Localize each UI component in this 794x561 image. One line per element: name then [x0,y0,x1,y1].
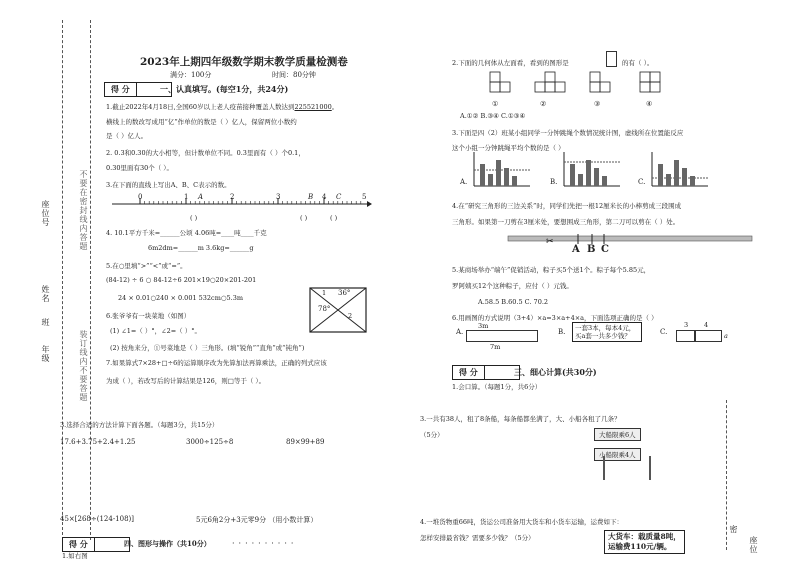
calc-row2-2: 5元6角2分+3元零9分 （用小数计算） [196,516,318,524]
q1-number: 225521000 [294,103,332,111]
chart-label-c: C. [638,178,646,186]
sign-small-boat: 小船限乘4人 [594,448,641,461]
paper-time: 时间：80分钟 [272,71,316,79]
r-q3-line2: 这个小组一分钟跳绳平均个数的是（ ） [452,144,565,152]
boat-q-line1: 3.一共有38人，租了8条船，每条船都坐满了，大、小船各租了几条？ [420,415,621,423]
shape-label-3: ③ [594,100,601,108]
paper-title: 2023年上期四年级数学期末教学质量检测卷 [140,56,348,68]
nl-point-c: C [336,193,342,201]
cube-shapes [480,70,680,100]
dotted-line: ·········· [232,539,298,548]
q6-opt-c-var: a [724,332,728,340]
nl-tick-1: 1 [184,193,189,201]
r-q5-line1: 5.某商场举办“端午”促销活动，粽子买5个送1个。粽子每个5.85元， [452,266,651,274]
q6-part1: (1) ∠1=（ ）°，∠2=（ ）°。 [110,327,201,335]
nl-blank-c[interactable]: ( ) [330,214,338,222]
angle-label-2: 2 [348,312,353,320]
r-q4-line1: 4.在“研究三角形的三边关系”时，同学们先把一根12厘米长的小棒剪成三段围成 [452,202,682,210]
mental-math-label: 1.会口算。（每题1分，共6分） [452,383,542,391]
chart-label-a: A. [460,178,468,186]
calc-row1-3: 89×99+89 [286,438,325,446]
mini-chart-c [648,150,708,190]
shape-target-rectangle [606,51,617,67]
q2-line1: 2. 0.3和0.30的大小相等，但计数单位不同。0.3里面有（ ）个0.1， [106,149,305,157]
mini-chart-a [470,150,530,190]
r-q5-choices: A.58.5 B.60.5 C. 70.2 [478,298,549,306]
q1-text: 1.截止2022年4月18日,全国60岁以上老人疫苗接种覆盖人数达到 [106,103,295,111]
binding-line-inner [90,20,91,540]
q1-line1 [106,102,338,111]
calc-instructions: 3.选择合适的方法计算下面各题。（每题3分，共15分） [60,421,219,429]
truck-info-line1: 大货车：载质量8吨， [608,532,681,541]
right-margin-label: 座位 [749,536,758,554]
q6-opt-a-rect [466,330,538,342]
q1-end: 。 [331,103,339,111]
score-label: 得 分 [105,83,137,96]
binding-line [62,20,63,540]
sign-post [590,422,670,482]
margin-label-seat: 座位号 [41,200,50,227]
stick-figure [508,234,752,246]
nl-tick-3: 3 [276,193,281,201]
section1-title: 一、认真填写。(每空1分，共24分) [160,84,289,94]
q6-opt-c-num2: 4 [704,321,709,329]
q6-opt-c-label: C. [660,328,668,336]
stick-point-a: A [572,244,580,255]
margin-label-class: 班 [41,318,50,327]
r-q4-line2: 三角形。如果第一刀剪在3厘米处，要想围成三角形，第二刀可以剪在（ ）处。 [452,218,680,226]
r-q5-line2: 罗阿姨买12个这种粽子，应付（ ）元钱。 [452,282,573,290]
nl-tick-0: 0 [138,193,143,201]
calc-row1-2: 3000÷125÷8 [186,438,234,446]
margin-label-grade: 年级 [41,345,50,363]
score-label: 得 分 [453,366,485,379]
q6-opt-c-rect2 [694,330,722,342]
sign-big-boat: 大船限乘6人 [594,428,641,441]
nl-tick-5: 5 [362,193,367,201]
nl-point-b: B [308,193,314,201]
q7-line2: 为成（ ），若改写后的计算结果是126，则□等于（ ）。 [106,377,266,385]
r-q6-text: 6.用画图的方式说明（3+4）×a=3×a+4×a，下面选项正确的是（ ） [452,314,658,322]
q5-text: 5.在○里填“>”“<”或“=”。 [106,262,187,270]
stick-point-b: B [587,244,596,255]
q6-opt-b-label: B. [558,328,566,336]
r-q3-line1: 3.下面是四（2）班某小组同学一分钟跳绳个数情况统计图，虚线所在位置能反应 [452,129,684,137]
q4-line1: 4. 10.1平方千米=______公顷 4.06吨=____吨____千克 [106,229,267,237]
right-binding-line [726,400,727,550]
shape-label-1: ① [492,100,499,108]
score-label: 得 分 [63,538,95,551]
margin-note-top: 不要在密封线内答题 [79,170,88,251]
svg-text:✂: ✂ [546,237,554,247]
chart-label-b: B. [550,178,558,186]
score-box-3 [452,365,520,380]
shape-label-2: ② [540,100,547,108]
q1-line3: 是（ ）亿人。 [106,132,148,140]
q6-text: 6.张爷爷有一块菜地（如图） [106,312,191,320]
truck-q-line1: 4.一堆货物重66吨，货运公司准备用大货车和小货车运输，运费如下： [420,518,623,526]
angle-label-1: 1 [322,289,327,297]
q6-part2: (2) 按角来分，①号菜地是（ ）三角形。(填“锐角”“直角”或“钝角”) [110,344,305,352]
shape-label-4: ④ [646,100,653,108]
section4-title: 四、图形与操作（共10分） [124,539,211,548]
margin-note-bottom: 装订线内不要答题 [79,330,88,402]
q5-row1: (84-12) ÷ 6 ○ 84-12÷6 201×19○20×201-201 [106,276,257,284]
score-box-4 [62,537,130,552]
nl-point-a: A [198,193,204,201]
q6-opt-c-rect1 [676,330,696,342]
q1-line2: 横线上的数改写成用“亿”作单位的数是（ ）亿人，保留两位小数约 [106,118,297,126]
calc-row1-1: 17.6+3.75+2.4+1.25 [60,438,136,446]
truck-q-line2: 怎样安排最省钱？需要多少钱？（5分） [420,534,535,542]
shape-choices: A.①② B.③④ C.①③④ [460,112,526,120]
r-q2-end: 的有（ ）。 [622,59,654,67]
r-q2-text: 2.下面的几何体从左面看，看到的图形是 [452,59,569,67]
nl-blank-b[interactable]: ( ) [300,214,308,222]
boat-q-line2: （5分） [420,431,444,439]
q6-opt-a-label: A. [456,328,464,336]
q6-opt-c-num1: 3 [684,321,689,329]
number-line [112,190,372,230]
truck-info-line2: 运输费110元/辆。 [608,542,672,551]
nl-tick-2: 2 [230,193,235,201]
q3-text: 3.在下面的直线上写出A、B、C表示的数。 [106,181,231,189]
q5-row2: 24 × 0.01○240 × 0.001 532cm○5.3m [118,294,244,302]
nl-tick-4: 4 [322,193,327,201]
mini-chart-b [560,150,620,190]
margin-label-name: 姓名 [41,285,50,303]
stick-point-c: C [601,244,609,255]
paper-score: 满分：100分 [170,71,212,79]
right-margin-note: 密 [729,525,738,534]
q6-opt-a-top: 3m [478,322,489,330]
truck-info-card [604,530,685,554]
q4-line2: 6m2dm=______m 3.6kg=______g [148,244,254,252]
calc-row2-1: 45×[268÷(124-108)] [60,515,135,523]
q7-line1: 7.如果算式7×28+□÷6的运算顺序改为先算加法再算乘法，正确的列式应该 [106,359,327,367]
q2-line2: 0.30里面有30个（ ）。 [106,164,174,172]
section4-q1: 1.如右图 [62,552,88,560]
section3-title: 三、细心计算(共30分) [514,367,597,377]
q6-opt-b-card: 一套3本，每本4元，买a套一共多少钱？ [572,322,642,342]
angle-label-36: 36° [338,289,351,297]
q6-opt-a-bot: 7m [490,343,501,351]
angle-label-78: 78° [318,305,331,313]
nl-blank-a[interactable]: ( ) [190,214,198,222]
